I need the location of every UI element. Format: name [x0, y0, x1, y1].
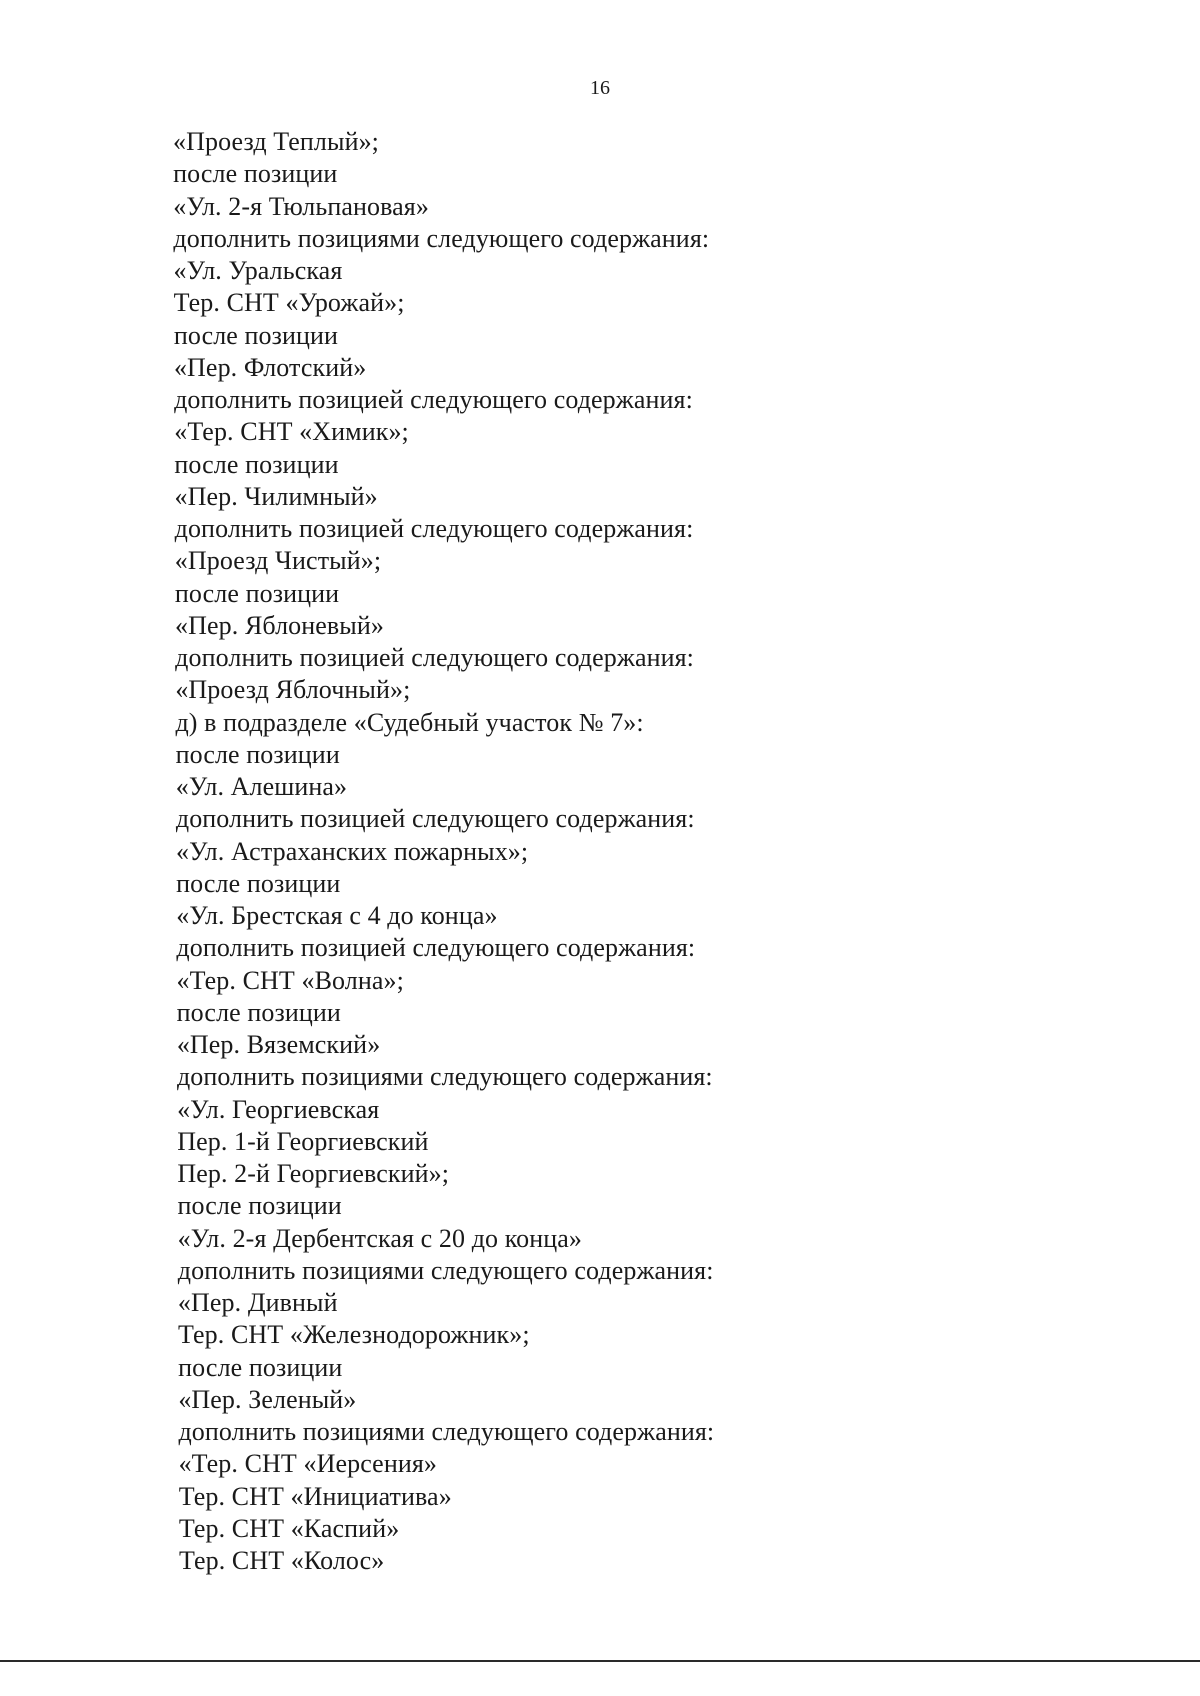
text-line: «Пер. Дивный [177, 1288, 338, 1317]
text-line: «Проезд Теплый»; [173, 127, 380, 156]
text-line: после позиции [176, 997, 341, 1027]
text-line: после позиции [175, 739, 340, 769]
text-line: «Ул. 2-я Дербентская с 20 до конца» [177, 1223, 583, 1253]
text-line: Тер. СНТ «Каспий» [178, 1513, 400, 1543]
text-line: Пер. 1-й Георгиевский [177, 1126, 429, 1156]
page-number: 16 [590, 77, 610, 99]
text-line: «Ул. 2-я Тюльпановая» [173, 191, 429, 221]
text-line: дополнить позициями следующего содержания: [177, 1255, 714, 1285]
text-line: «Пер. Зеленый» [178, 1384, 357, 1414]
text-line: после позиции [173, 320, 339, 350]
text-line: дополнить позицией следующего содержания: [174, 514, 694, 543]
text-line: после позиции [174, 578, 340, 608]
text-line: дополнить позицией следующего содержания: [175, 643, 694, 672]
page-bottom-rule [0, 1660, 1200, 1662]
text-line: «Ул. Уральская [173, 256, 343, 285]
text-line: дополнить позициями следующего содержания: [176, 1062, 713, 1092]
text-line: «Проезд Яблочный»; [175, 675, 411, 705]
text-line: дополнить позициями следующего содержания: [173, 223, 710, 253]
text-line: после позиции [176, 868, 341, 898]
text-line: Тер. СНТ «Железнодорожник»; [178, 1320, 530, 1350]
text-line: «Пер. Вяземский» [176, 1030, 381, 1059]
text-line: дополнить позицией следующего содержания: [174, 385, 693, 414]
text-line: после позиции [173, 159, 338, 189]
text-lines [0, 126, 1200, 1577]
text-line: «Пер. Яблоневый» [175, 610, 384, 640]
text-line: Пер. 2-й Георгиевский»; [177, 1159, 450, 1188]
text-line: д) в подразделе «Судебный участок № 7»: [175, 707, 644, 737]
text-line: дополнить позицией следующего содержания: [175, 804, 695, 834]
text-line: Тер. СНТ «Колос» [179, 1546, 385, 1575]
text-line: «Тер. СНТ «Химик»; [174, 417, 409, 447]
text-line: «Тер. СНТ «Волна»; [176, 965, 404, 995]
text-line: «Пер. Чилимный» [174, 481, 378, 511]
text-line: дополнить позициями следующего содержания: [178, 1417, 715, 1446]
text-line: «Ул. Георгиевская [177, 1094, 380, 1124]
text-line: «Пер. Флотский» [173, 352, 367, 382]
text-line: «Тер. СНТ «Иерсения» [178, 1449, 438, 1479]
text-line: «Ул. Брестская с 4 до конца» [176, 901, 498, 930]
text-line: дополнить позицией следующего содержания: [176, 933, 696, 963]
text-line: после позиции [177, 1191, 342, 1221]
text-line: «Проезд Чистый»; [174, 546, 382, 576]
text-line: Тер. СНТ «Урожай»; [173, 288, 405, 318]
text-line: Тер. СНТ «Инициатива» [178, 1481, 452, 1511]
text-line: «Ул. Алешина» [175, 772, 348, 801]
text-line: «Ул. Астраханских пожарных»; [176, 836, 529, 866]
text-line: после позиции [174, 449, 339, 479]
text-line: после позиции [178, 1352, 343, 1382]
